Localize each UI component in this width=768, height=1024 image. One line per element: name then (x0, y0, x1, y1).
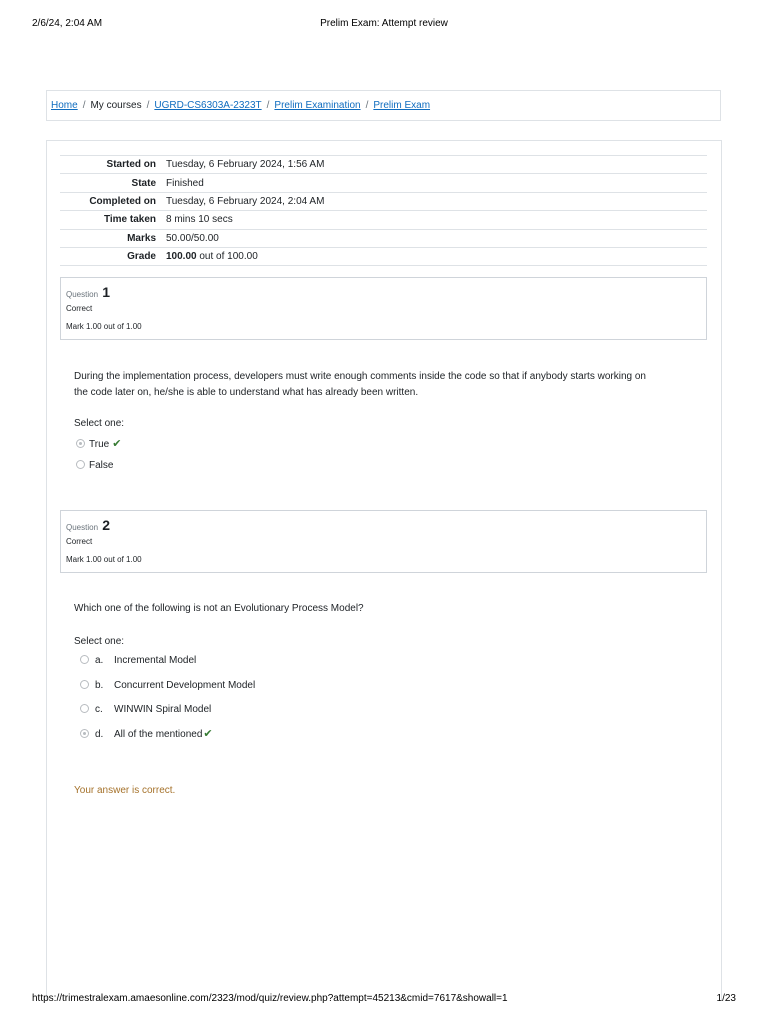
option-label: WINWIN Spiral Model (114, 704, 212, 715)
summary-value: 8 mins 10 secs (166, 214, 233, 226)
answer-feedback: Your answer is correct. (74, 785, 176, 796)
summary-row-state (60, 174, 707, 192)
summary-value: Tuesday, 6 February 2024, 1:56 AM (166, 159, 325, 171)
grade-score: 100.00 (166, 251, 197, 263)
print-url: https://trimestralexam.amaesonline.com/2323/mod/quiz/review.php?attempt=45213&cmid=7617&showall=1 (32, 993, 508, 1004)
summary-label: State (131, 177, 156, 189)
answer-option-false[interactable] (76, 460, 113, 474)
option-label: False (89, 460, 114, 471)
breadcrumb-container (46, 90, 721, 121)
summary-label: Time taken (103, 214, 156, 226)
question-state: Correct (66, 304, 93, 313)
question-number-value: 1 (102, 284, 111, 300)
summary-row-time-taken (60, 211, 707, 229)
question-text-line: During the implementation process, developers must write enough comments inside the code so that if anybody starts working on (74, 371, 646, 382)
answer-option-c[interactable] (80, 704, 211, 718)
radio-icon[interactable] (76, 460, 85, 469)
breadcrumb-separator: / (365, 100, 369, 111)
option-label: All of the mentioned (114, 729, 203, 740)
summary-label: Completed on (89, 195, 156, 207)
summary-label: Grade (127, 251, 156, 263)
breadcrumb-separator: / (146, 100, 150, 111)
option-letter: b. (95, 680, 104, 691)
breadcrumb-section-link[interactable]: Prelim Examination (274, 100, 361, 111)
question-text-line: the code later on, he/she is able to understand what has already been written. (74, 387, 419, 398)
summary-row-completed (60, 192, 707, 210)
question-mark: Mark 1.00 out of 1.00 (66, 322, 142, 331)
answer-option-true[interactable] (76, 437, 121, 451)
print-date: 2/6/24, 2:04 AM (32, 18, 103, 29)
question-mark: Mark 1.00 out of 1.00 (66, 555, 142, 564)
radio-icon[interactable] (80, 704, 89, 713)
grade-out-of: out of 100.00 (196, 251, 258, 263)
breadcrumb-my-courses: My courses (90, 100, 142, 111)
answer-option-a[interactable] (80, 655, 196, 669)
radio-icon[interactable] (80, 729, 89, 738)
question-label: Question (66, 523, 99, 532)
summary-row-grade (60, 247, 707, 265)
answer-option-b[interactable] (80, 680, 255, 694)
question-number (66, 517, 110, 533)
radio-icon[interactable] (80, 680, 89, 689)
summary-value: Tuesday, 6 February 2024, 2:04 AM (166, 195, 325, 207)
question-2-info (60, 510, 707, 573)
print-title: Prelim Exam: Attempt review (320, 18, 448, 29)
radio-icon[interactable] (76, 439, 85, 448)
question-state: Correct (66, 537, 93, 546)
summary-row-started (60, 156, 707, 174)
select-one-prompt: Select one: (74, 636, 125, 647)
breadcrumb-current-link[interactable]: Prelim Exam (373, 100, 431, 111)
summary-value: Finished (166, 177, 204, 189)
breadcrumb-course-link[interactable]: UGRD-CS6303A-2323T (154, 100, 262, 111)
option-label: True (89, 439, 110, 450)
breadcrumb-separator: / (266, 100, 270, 111)
summary-row-marks (60, 229, 707, 247)
print-page-number: 1/23 (716, 993, 736, 1004)
print-footer (0, 993, 768, 1007)
option-letter: a. (95, 655, 104, 666)
question-number-value: 2 (102, 517, 111, 533)
radio-icon[interactable] (80, 655, 89, 664)
option-letter: c. (95, 704, 103, 715)
breadcrumb-home-link[interactable]: Home (51, 100, 78, 111)
summary-label: Started on (106, 159, 156, 171)
question-2-text: Which one of the following is not an Evolutionary Process Model? (74, 603, 364, 614)
breadcrumb (51, 100, 430, 111)
select-one-prompt: Select one: (74, 418, 125, 429)
check-icon: ✔ (112, 438, 122, 450)
question-number (66, 284, 110, 300)
print-header (0, 18, 768, 32)
option-label: Incremental Model (114, 655, 197, 666)
question-1-text (74, 369, 704, 401)
summary-value: 50.00/50.00 (166, 232, 219, 244)
option-label: Concurrent Development Model (114, 680, 256, 691)
check-icon: ✔ (203, 728, 213, 740)
summary-label: Marks (127, 232, 156, 244)
attempt-summary-table (60, 155, 707, 266)
question-label: Question (66, 290, 99, 299)
option-letter: d. (95, 729, 104, 740)
breadcrumb-separator: / (82, 100, 86, 111)
question-1-info (60, 277, 707, 340)
answer-option-d[interactable] (80, 727, 213, 741)
summary-value (163, 247, 707, 265)
